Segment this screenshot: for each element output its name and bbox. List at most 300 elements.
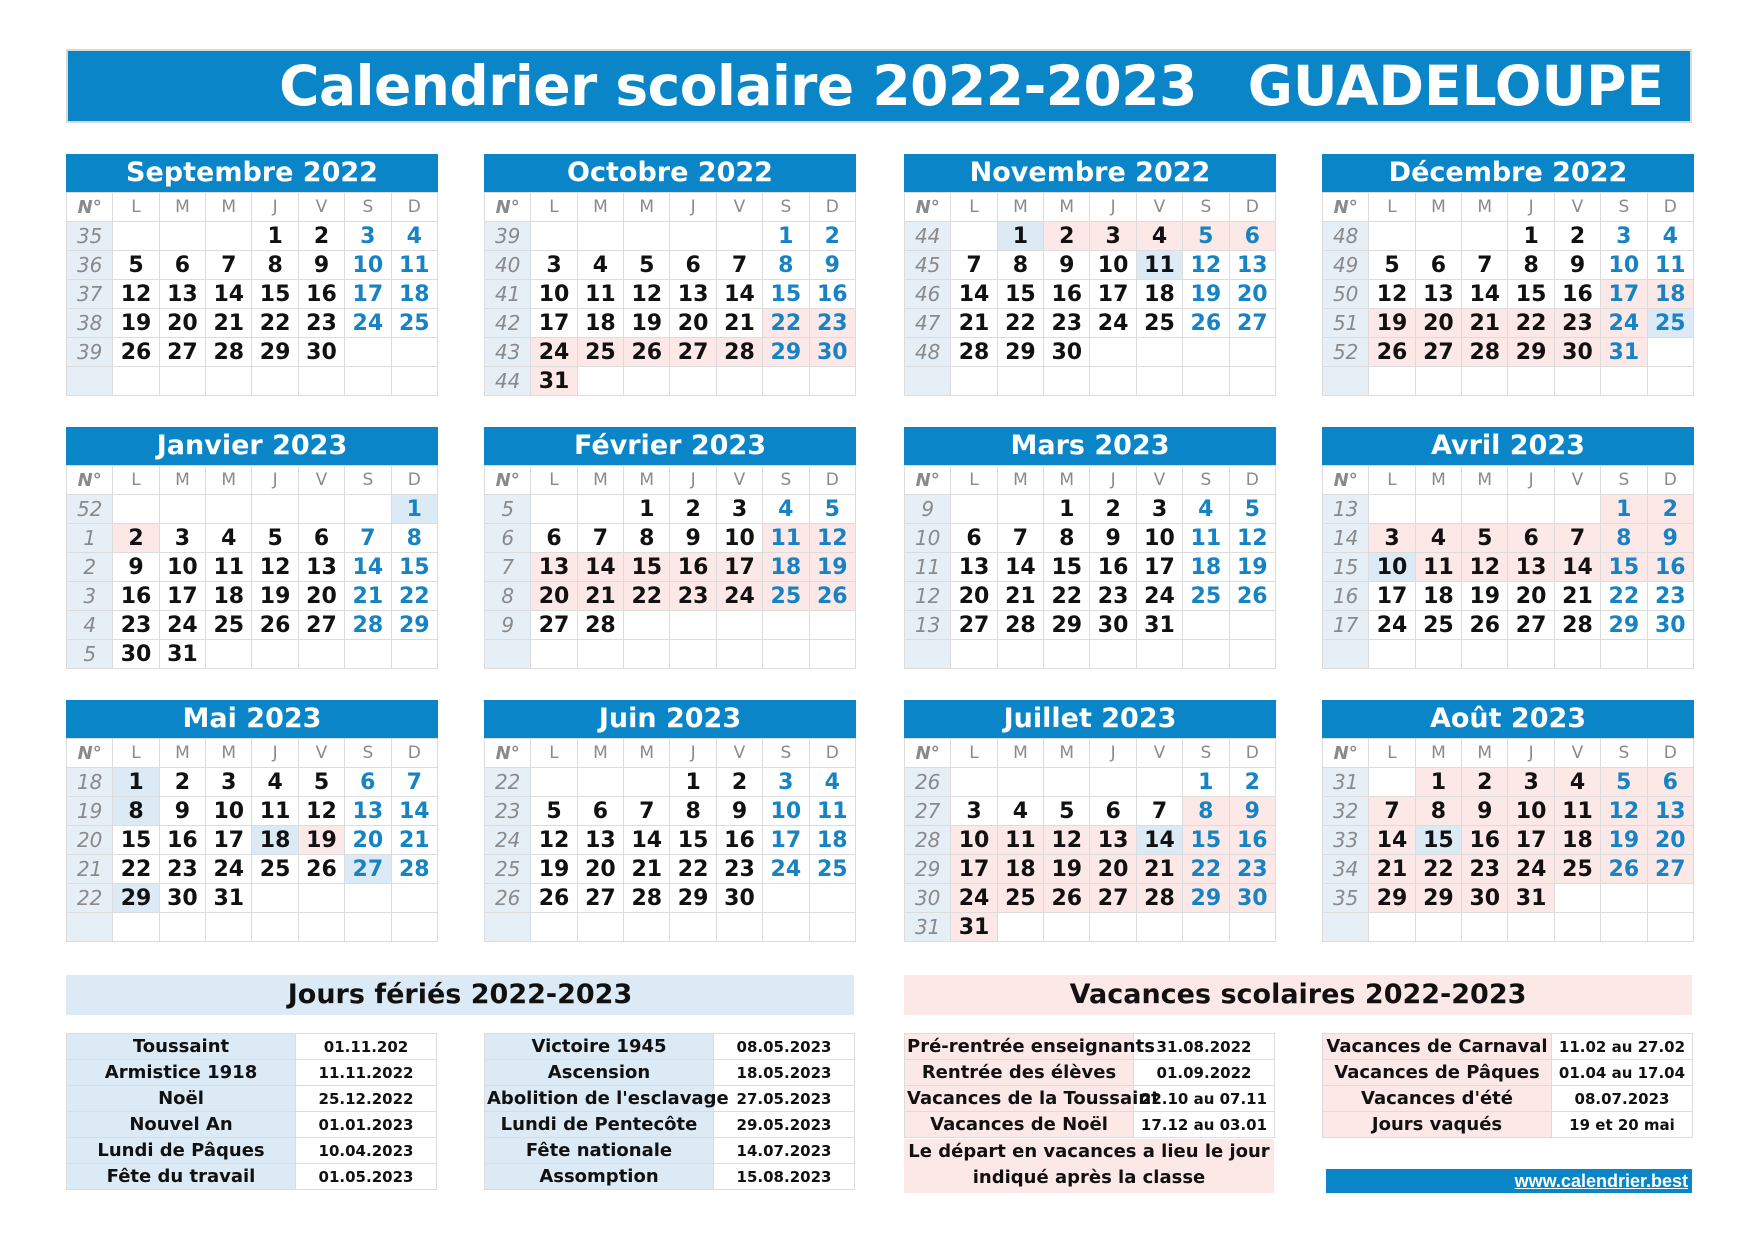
day-cell: 3: [345, 222, 391, 251]
week-number: 15: [1323, 553, 1369, 582]
day-cell: 23: [159, 855, 205, 884]
empty-day-cell: [624, 640, 670, 669]
event-name: Armistice 1918: [67, 1060, 296, 1086]
empty-day-cell: [1415, 640, 1461, 669]
holidays-table-left: [66, 1033, 437, 1190]
day-cell: 10: [159, 553, 205, 582]
weekday-header: V: [1554, 739, 1600, 768]
week-number: 38: [67, 309, 113, 338]
empty-day-cell: [1415, 913, 1461, 942]
empty-day-cell: [1090, 913, 1136, 942]
week-number: 51: [1323, 309, 1369, 338]
vacations-table-right: [1322, 1033, 1693, 1138]
week-number: 34: [1323, 855, 1369, 884]
day-cell: 12: [1229, 524, 1275, 553]
weekday-header: M: [577, 739, 623, 768]
month-calendar: [1322, 700, 1694, 942]
empty-day-cell: [997, 640, 1043, 669]
info-row: [1323, 1034, 1693, 1060]
empty-day-cell: [809, 913, 855, 942]
event-date: 25.12.2022: [296, 1086, 437, 1112]
day-cell: 9: [809, 251, 855, 280]
day-cell: 8: [391, 524, 437, 553]
day-cell: 16: [159, 826, 205, 855]
week-number: 35: [1323, 884, 1369, 913]
weekday-header: L: [1369, 739, 1415, 768]
day-cell: 5: [1183, 222, 1229, 251]
event-date: 27.05.2023: [714, 1086, 855, 1112]
weekday-header: D: [391, 193, 437, 222]
month-calendar: [904, 700, 1276, 942]
empty-day-cell: [1462, 913, 1508, 942]
event-date: 19 et 20 mai: [1552, 1112, 1693, 1138]
weekday-header: M: [997, 193, 1043, 222]
page-header: [66, 49, 1692, 123]
day-cell: 17: [1369, 582, 1415, 611]
week-number: 4: [67, 611, 113, 640]
empty-day-cell: [577, 222, 623, 251]
day-cell: 7: [577, 524, 623, 553]
day-cell: 27: [531, 611, 577, 640]
day-cell: 19: [1601, 826, 1647, 855]
day-cell: 13: [577, 826, 623, 855]
weekday-header: S: [763, 739, 809, 768]
day-cell: 11: [577, 280, 623, 309]
day-cell: 31: [531, 367, 577, 396]
weekday-header: D: [1229, 466, 1275, 495]
weekday-header: V: [298, 193, 344, 222]
empty-day-cell: [1044, 913, 1090, 942]
day-cell: 28: [345, 611, 391, 640]
empty-day-cell: [298, 495, 344, 524]
weekday-header: S: [1601, 739, 1647, 768]
day-cell: 25: [1136, 309, 1182, 338]
day-cell: 13: [1415, 280, 1461, 309]
empty-day-cell: [716, 611, 762, 640]
day-cell: 13: [159, 280, 205, 309]
event-name: Fête nationale: [485, 1138, 714, 1164]
weekday-header: D: [391, 739, 437, 768]
day-cell: 26: [298, 855, 344, 884]
day-cell: 30: [1090, 611, 1136, 640]
day-cell: 4: [763, 495, 809, 524]
weekday-header: L: [531, 466, 577, 495]
day-cell: 27: [298, 611, 344, 640]
day-cell: 13: [1647, 797, 1693, 826]
week-number-header: N°: [1323, 193, 1369, 222]
day-cell: 9: [1044, 251, 1090, 280]
day-cell: 14: [716, 280, 762, 309]
day-cell: 7: [624, 797, 670, 826]
empty-day-cell: [951, 640, 997, 669]
day-cell: 3: [1601, 222, 1647, 251]
day-cell: 31: [206, 884, 252, 913]
weekday-header: D: [1229, 193, 1275, 222]
day-cell: 11: [391, 251, 437, 280]
empty-day-cell: [345, 495, 391, 524]
event-name: Rentrée des élèves: [905, 1060, 1134, 1086]
week-number: 22: [485, 768, 531, 797]
day-cell: 11: [997, 826, 1043, 855]
day-cell: 11: [1554, 797, 1600, 826]
day-cell: 4: [577, 251, 623, 280]
day-cell: 2: [716, 768, 762, 797]
day-cell: 8: [1044, 524, 1090, 553]
weekday-header: L: [531, 739, 577, 768]
empty-day-cell: [1415, 495, 1461, 524]
event-name: Vacances de Pâques: [1323, 1060, 1552, 1086]
empty-day-cell: [1136, 367, 1182, 396]
empty-day-cell: [670, 611, 716, 640]
day-cell: 6: [1647, 768, 1693, 797]
weekday-header: M: [1044, 193, 1090, 222]
weekday-header: S: [1601, 193, 1647, 222]
day-cell: 4: [1183, 495, 1229, 524]
vacation-note-line2: indiqué après la classe: [972, 1167, 1206, 1188]
weekday-header: D: [391, 466, 437, 495]
empty-day-cell: [624, 222, 670, 251]
day-cell: 15: [1183, 826, 1229, 855]
month-grid: [66, 465, 438, 669]
day-cell: 11: [252, 797, 298, 826]
empty-day-cell: [1229, 338, 1275, 367]
day-cell: 19: [1369, 309, 1415, 338]
day-cell: 21: [391, 826, 437, 855]
day-cell: 14: [391, 797, 437, 826]
empty-day-cell: [531, 640, 577, 669]
empty-day-cell: [531, 495, 577, 524]
day-cell: 18: [763, 553, 809, 582]
day-cell: 31: [159, 640, 205, 669]
region-name: GUADELOUPE: [1247, 54, 1664, 118]
month-calendar: [904, 154, 1276, 396]
month-title: Mai 2023: [66, 700, 438, 738]
month-title: Avril 2023: [1322, 427, 1694, 465]
day-cell: 31: [1508, 884, 1554, 913]
day-cell: 20: [1229, 280, 1275, 309]
event-date: 11.11.2022: [296, 1060, 437, 1086]
day-cell: 1: [763, 222, 809, 251]
day-cell: 24: [159, 611, 205, 640]
weekday-header: L: [1369, 466, 1415, 495]
weekday-header: J: [1508, 466, 1554, 495]
week-number: 26: [485, 884, 531, 913]
empty-day-cell: [159, 367, 205, 396]
day-cell: 19: [1183, 280, 1229, 309]
month-calendar: [66, 427, 438, 669]
week-number: [485, 640, 531, 669]
day-cell: 16: [1044, 280, 1090, 309]
month-title: Octobre 2022: [484, 154, 856, 192]
empty-day-cell: [391, 640, 437, 669]
week-number-header: N°: [905, 466, 951, 495]
month-grid: [66, 192, 438, 396]
week-number: 20: [67, 826, 113, 855]
day-cell: 15: [1508, 280, 1554, 309]
day-cell: 18: [1647, 280, 1693, 309]
event-date: 01.09.2022: [1134, 1060, 1275, 1086]
month-calendar: [484, 700, 856, 942]
weekday-header: M: [577, 193, 623, 222]
day-cell: 13: [531, 553, 577, 582]
week-number: 9: [485, 611, 531, 640]
weekday-header: D: [809, 193, 855, 222]
day-cell: 23: [716, 855, 762, 884]
day-cell: 20: [159, 309, 205, 338]
week-number: [67, 913, 113, 942]
week-number-header: N°: [67, 739, 113, 768]
day-cell: 7: [1554, 524, 1600, 553]
day-cell: 17: [1136, 553, 1182, 582]
day-cell: 8: [1508, 251, 1554, 280]
week-number: 27: [905, 797, 951, 826]
weekday-header: D: [809, 739, 855, 768]
empty-day-cell: [1508, 640, 1554, 669]
day-cell: 5: [298, 768, 344, 797]
info-row: [67, 1164, 437, 1190]
week-number: [905, 640, 951, 669]
weekday-header: L: [951, 739, 997, 768]
day-cell: 26: [531, 884, 577, 913]
day-cell: 25: [1415, 611, 1461, 640]
week-number: 16: [1323, 582, 1369, 611]
day-cell: 17: [716, 553, 762, 582]
day-cell: 17: [1508, 826, 1554, 855]
day-cell: 20: [298, 582, 344, 611]
weekday-header: V: [1136, 739, 1182, 768]
weekday-header: V: [1136, 466, 1182, 495]
day-cell: 13: [1090, 826, 1136, 855]
day-cell: 17: [1601, 280, 1647, 309]
month-grid: [1322, 738, 1694, 942]
week-number: 13: [905, 611, 951, 640]
empty-day-cell: [1554, 913, 1600, 942]
empty-day-cell: [1183, 338, 1229, 367]
weekday-header: M: [206, 193, 252, 222]
day-cell: 11: [763, 524, 809, 553]
day-cell: 29: [763, 338, 809, 367]
day-cell: 16: [1090, 553, 1136, 582]
day-cell: 19: [252, 582, 298, 611]
weekday-header: M: [1415, 466, 1461, 495]
day-cell: 15: [763, 280, 809, 309]
day-cell: 16: [298, 280, 344, 309]
weekday-header: L: [113, 739, 159, 768]
week-number: [905, 367, 951, 396]
event-name: Lundi de Pâques: [67, 1138, 296, 1164]
event-date: 01.11.202: [296, 1034, 437, 1060]
day-cell: 3: [531, 251, 577, 280]
day-cell: 7: [1462, 251, 1508, 280]
empty-day-cell: [1601, 367, 1647, 396]
day-cell: 29: [113, 884, 159, 913]
vacation-note-line1: Le départ en vacances a lieu le jour: [908, 1141, 1270, 1162]
week-number-header: N°: [1323, 739, 1369, 768]
day-cell: 1: [1183, 768, 1229, 797]
empty-day-cell: [206, 495, 252, 524]
weekday-header: M: [1044, 739, 1090, 768]
weekday-header: J: [670, 193, 716, 222]
day-cell: 13: [670, 280, 716, 309]
day-cell: 7: [345, 524, 391, 553]
day-cell: 14: [951, 280, 997, 309]
day-cell: 5: [809, 495, 855, 524]
day-cell: 21: [577, 582, 623, 611]
weekday-header: V: [1554, 193, 1600, 222]
day-cell: 1: [1415, 768, 1461, 797]
empty-day-cell: [1090, 338, 1136, 367]
day-cell: 2: [298, 222, 344, 251]
day-cell: 9: [159, 797, 205, 826]
day-cell: 4: [206, 524, 252, 553]
empty-day-cell: [1462, 367, 1508, 396]
week-number: [1323, 640, 1369, 669]
day-cell: 23: [113, 611, 159, 640]
day-cell: 16: [670, 553, 716, 582]
day-cell: 18: [997, 855, 1043, 884]
day-cell: 14: [1462, 280, 1508, 309]
month-calendar: [484, 154, 856, 396]
empty-day-cell: [577, 768, 623, 797]
weekday-header: M: [1415, 739, 1461, 768]
day-cell: 8: [113, 797, 159, 826]
day-cell: 3: [159, 524, 205, 553]
week-number: 40: [485, 251, 531, 280]
day-cell: 24: [1508, 855, 1554, 884]
day-cell: 7: [1369, 797, 1415, 826]
week-number: 5: [485, 495, 531, 524]
day-cell: 30: [809, 338, 855, 367]
day-cell: 15: [1044, 553, 1090, 582]
day-cell: 7: [391, 768, 437, 797]
day-cell: 20: [577, 855, 623, 884]
empty-day-cell: [1554, 640, 1600, 669]
event-name: Jours vaqués: [1323, 1112, 1552, 1138]
day-cell: 27: [1090, 884, 1136, 913]
day-cell: 7: [1136, 797, 1182, 826]
event-name: Vacances de Carnaval: [1323, 1034, 1552, 1060]
event-name: Toussaint: [67, 1034, 296, 1060]
day-cell: 22: [113, 855, 159, 884]
day-cell: 13: [298, 553, 344, 582]
day-cell: 27: [345, 855, 391, 884]
day-cell: 14: [206, 280, 252, 309]
day-cell: 12: [1601, 797, 1647, 826]
day-cell: 1: [1508, 222, 1554, 251]
week-number: 12: [905, 582, 951, 611]
day-cell: 10: [345, 251, 391, 280]
weekday-header: J: [1508, 739, 1554, 768]
empty-day-cell: [1647, 640, 1693, 669]
day-cell: 26: [1601, 855, 1647, 884]
day-cell: 5: [1044, 797, 1090, 826]
day-cell: 19: [624, 309, 670, 338]
week-number: 3: [67, 582, 113, 611]
event-date: 14.07.2023: [714, 1138, 855, 1164]
empty-day-cell: [1044, 640, 1090, 669]
empty-day-cell: [1044, 367, 1090, 396]
empty-day-cell: [624, 611, 670, 640]
info-row: [67, 1086, 437, 1112]
weekday-header: L: [951, 193, 997, 222]
empty-day-cell: [1183, 611, 1229, 640]
week-number: 50: [1323, 280, 1369, 309]
day-cell: 17: [159, 582, 205, 611]
day-cell: 28: [997, 611, 1043, 640]
day-cell: 23: [1647, 582, 1693, 611]
empty-day-cell: [670, 640, 716, 669]
day-cell: 18: [1554, 826, 1600, 855]
website-link[interactable]: www.calendrier.best: [1514, 1171, 1688, 1191]
empty-day-cell: [159, 222, 205, 251]
day-cell: 18: [391, 280, 437, 309]
week-number: 11: [905, 553, 951, 582]
day-cell: 6: [531, 524, 577, 553]
day-cell: 7: [997, 524, 1043, 553]
info-row: [485, 1060, 855, 1086]
day-cell: 12: [809, 524, 855, 553]
month-calendar: [66, 700, 438, 942]
weekday-header: M: [1462, 193, 1508, 222]
week-number: 10: [905, 524, 951, 553]
empty-day-cell: [1369, 913, 1415, 942]
day-cell: 25: [1183, 582, 1229, 611]
day-cell: 25: [809, 855, 855, 884]
month-calendar: [484, 427, 856, 669]
empty-day-cell: [1136, 338, 1182, 367]
day-cell: 18: [809, 826, 855, 855]
day-cell: 8: [1601, 524, 1647, 553]
weekday-header: V: [716, 193, 762, 222]
day-cell: 11: [809, 797, 855, 826]
day-cell: 8: [670, 797, 716, 826]
weekday-header: M: [206, 466, 252, 495]
day-cell: 30: [159, 884, 205, 913]
event-date: 15.08.2023: [714, 1164, 855, 1190]
month-grid: [904, 465, 1276, 669]
day-cell: 16: [113, 582, 159, 611]
day-cell: 6: [345, 768, 391, 797]
day-cell: 22: [1415, 855, 1461, 884]
day-cell: 14: [1369, 826, 1415, 855]
empty-day-cell: [624, 768, 670, 797]
week-number-header: N°: [485, 466, 531, 495]
day-cell: 3: [1090, 222, 1136, 251]
day-cell: 30: [1462, 884, 1508, 913]
day-cell: 31: [1136, 611, 1182, 640]
empty-day-cell: [763, 913, 809, 942]
day-cell: 4: [997, 797, 1043, 826]
weekday-header: J: [252, 466, 298, 495]
empty-day-cell: [1601, 884, 1647, 913]
empty-day-cell: [951, 367, 997, 396]
month-grid: [904, 192, 1276, 396]
empty-day-cell: [951, 222, 997, 251]
month-calendar: [1322, 154, 1694, 396]
empty-day-cell: [1462, 495, 1508, 524]
empty-day-cell: [113, 222, 159, 251]
week-number: 2: [67, 553, 113, 582]
empty-day-cell: [345, 884, 391, 913]
day-cell: 12: [252, 553, 298, 582]
week-number: 52: [67, 495, 113, 524]
event-name: Victoire 1945: [485, 1034, 714, 1060]
empty-day-cell: [1508, 495, 1554, 524]
day-cell: 10: [1369, 553, 1415, 582]
empty-day-cell: [1136, 768, 1182, 797]
day-cell: 2: [1647, 495, 1693, 524]
day-cell: 29: [997, 338, 1043, 367]
